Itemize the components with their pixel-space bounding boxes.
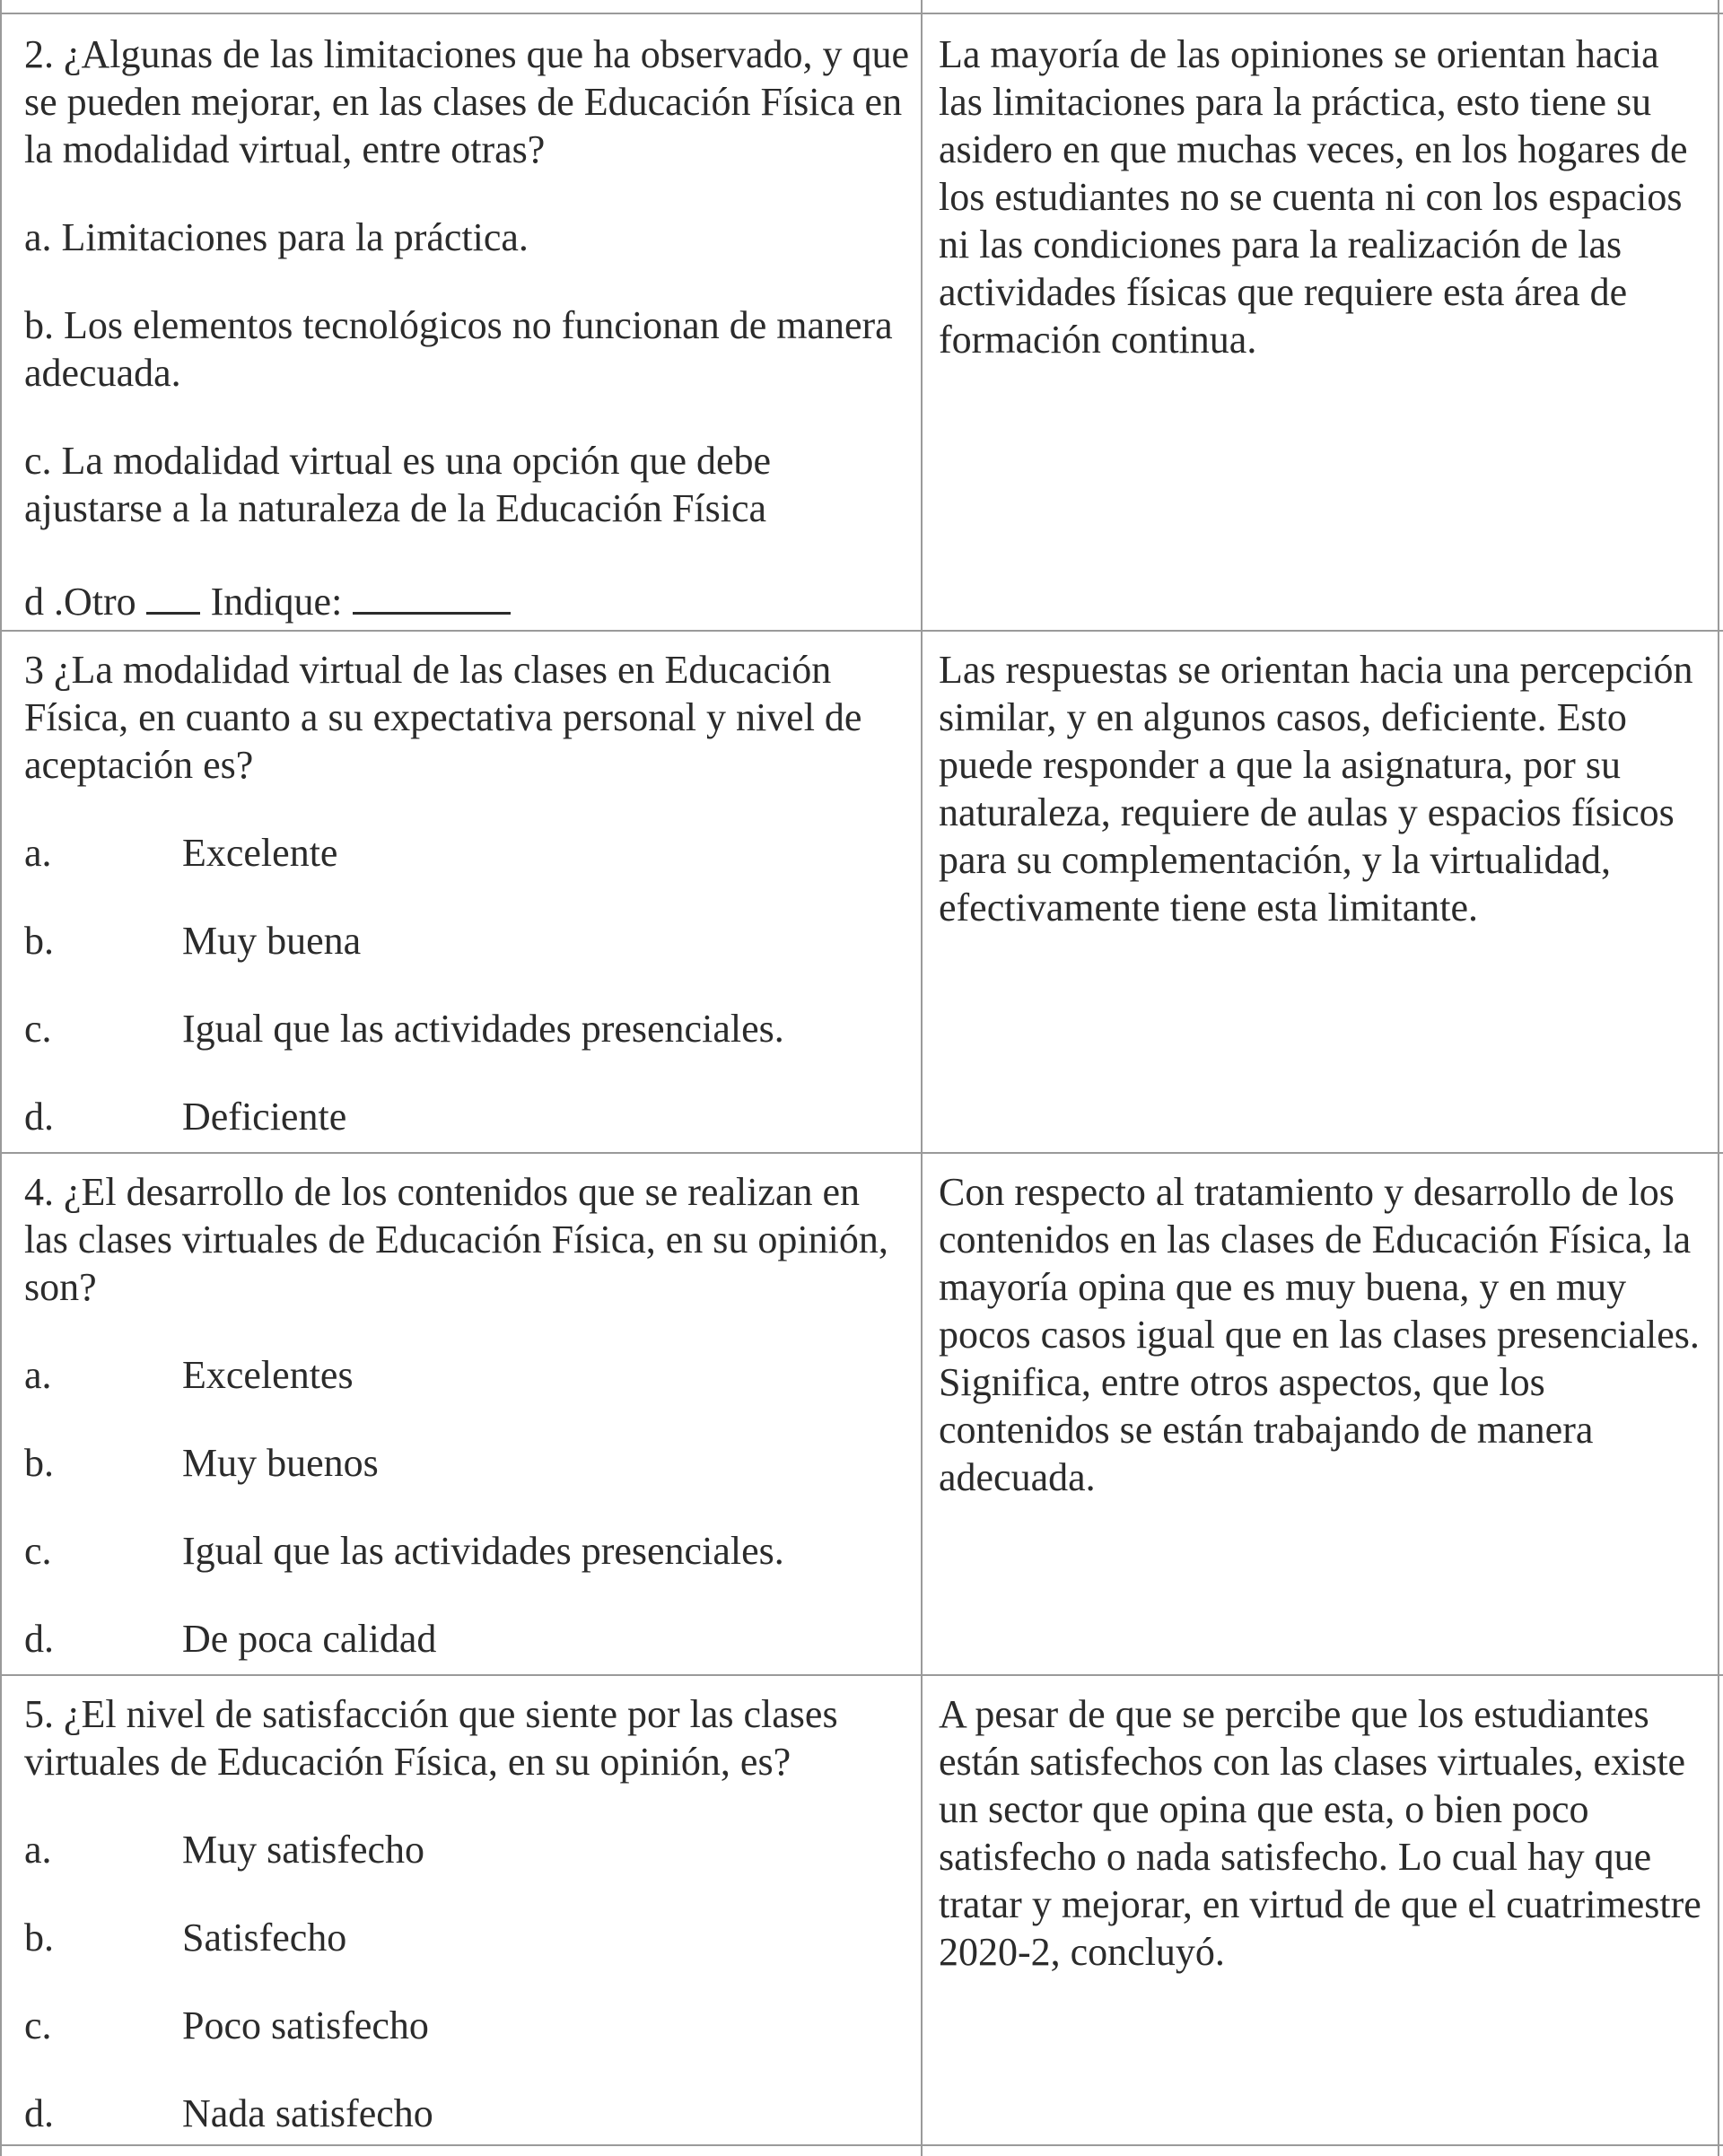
column-divider (921, 0, 923, 2156)
row-divider-bottom (0, 2144, 1723, 2146)
analysis-question-2 (939, 31, 1710, 363)
row-divider-2 (0, 1152, 1723, 1154)
option-text: Excelente (182, 831, 338, 875)
option-letter: c. (24, 1007, 52, 1051)
analysis-question-4 (939, 1168, 1710, 1501)
option-text: Nada satisfecho (182, 2091, 433, 2135)
option-c (24, 1005, 913, 1052)
option-a: a. Limitaciones para la práctica. (24, 215, 529, 259)
table-row-question-3 (24, 646, 913, 1140)
analysis-question-5 (939, 1690, 1710, 1976)
option-c (24, 2002, 913, 2049)
indique-blank (353, 572, 511, 615)
option-a (24, 1351, 913, 1399)
option-c (24, 1527, 913, 1575)
option-text: Muy buena (182, 919, 362, 963)
option-text: Muy satisfecho (182, 1828, 425, 1872)
option-d (24, 1093, 913, 1140)
analysis-text: A pesar de que se percibe que los estudiantes están satisfechos con las clases virtuales, existe un sector que opina que esta, o bien poco satisfecho o nada satisfecho. Lo cual hay que tratar y mejorar, en virtud de que el cuatrimestre 2020-2, concluyó. (939, 1692, 1701, 1974)
indique-label: Indique: (210, 580, 343, 624)
option-letter: a. (24, 1828, 52, 1872)
option-letter: d. (24, 1617, 54, 1661)
other-blank (146, 572, 200, 615)
question-text: 4. ¿El desarrollo de los contenidos que se realizan en las clases virtuales de Educación Física, en su opinión, son? (24, 1170, 888, 1309)
option-text: Igual que las actividades presenciales. (182, 1529, 784, 1573)
table-border-left (0, 0, 2, 2156)
option-text: De poca calidad (182, 1617, 437, 1661)
table-row-question-2 (24, 31, 913, 625)
option-letter: d. (24, 1095, 54, 1139)
question-text: 3 ¿La modalidad virtual de las clases en Educación Física, en cuanto a su expectativa personal y nivel de aceptación es? (24, 648, 862, 787)
option-d-other (24, 572, 913, 625)
option-letter: a. (24, 831, 52, 875)
option-c: c. La modalidad virtual es una opción que debe ajustarse a la naturaleza de la Educación Física (24, 439, 772, 530)
option-b (24, 1914, 913, 1961)
option-b (24, 917, 913, 965)
option-text: Excelentes (182, 1353, 354, 1397)
option-letter: b. (24, 1441, 54, 1485)
question-text: 5. ¿El nivel de satisfacción que siente por las clases virtuales de Educación Física, en su opinión, es? (24, 1692, 838, 1784)
table-row-question-4 (24, 1168, 913, 1663)
option-d (24, 1615, 913, 1663)
row-divider-1 (0, 630, 1723, 632)
table-border-right (1718, 0, 1719, 2156)
analysis-text: Las respuestas se orientan hacia una percepción similar, y en algunos casos, deficiente. Esto puede responder a que la asignatura, por su naturaleza, requiere de aulas y espacios físicos para su complementación, y la virtualidad, efectivamente tiene esta limitante. (939, 648, 1693, 930)
table-row-question-5 (24, 1690, 913, 2137)
option-text: Poco satisfecho (182, 2003, 429, 2047)
row-divider-top (0, 13, 1723, 14)
other-prefix: d .Otro (24, 580, 136, 624)
option-b: b. Los elementos tecnológicos no funcionan de manera adecuada. (24, 303, 893, 395)
option-letter: a. (24, 1353, 52, 1397)
option-letter: d. (24, 2091, 54, 2135)
option-letter: c. (24, 1529, 52, 1573)
option-text: Deficiente (182, 1095, 347, 1139)
option-a (24, 1826, 913, 1873)
option-letter: b. (24, 1916, 54, 1960)
option-letter: b. (24, 919, 54, 963)
option-text: Satisfecho (182, 1916, 347, 1960)
option-d (24, 2090, 913, 2137)
analysis-text: Con respecto al tratamiento y desarrollo de los contenidos en las clases de Educación Física, la mayoría opina que es muy buena, y en muy pocos casos igual que en las clases presenciales. Significa, entre otros aspectos, que los contenidos se están trabajando de manera adecuada. (939, 1170, 1700, 1499)
option-a (24, 829, 913, 877)
option-text: Igual que las actividades presenciales. (182, 1007, 784, 1051)
option-b (24, 1439, 913, 1487)
option-text: Muy buenos (182, 1441, 379, 1485)
row-divider-3 (0, 1674, 1723, 1676)
question-text: 2. ¿Algunas de las limitaciones que ha observado, y que se pueden mejorar, en las clases de Educación Física en la modalidad virtual, entre otras? (24, 32, 910, 171)
option-letter: c. (24, 2003, 52, 2047)
analysis-question-3 (939, 646, 1710, 931)
analysis-text: La mayoría de las opiniones se orientan hacia las limitaciones para la práctica, esto tiene su asidero en que muchas veces, en los hogares de los estudiantes no se cuenta ni con los espacios ni las condiciones para la realización de las actividades físicas que requiere esta área de formación continua. (939, 32, 1688, 362)
